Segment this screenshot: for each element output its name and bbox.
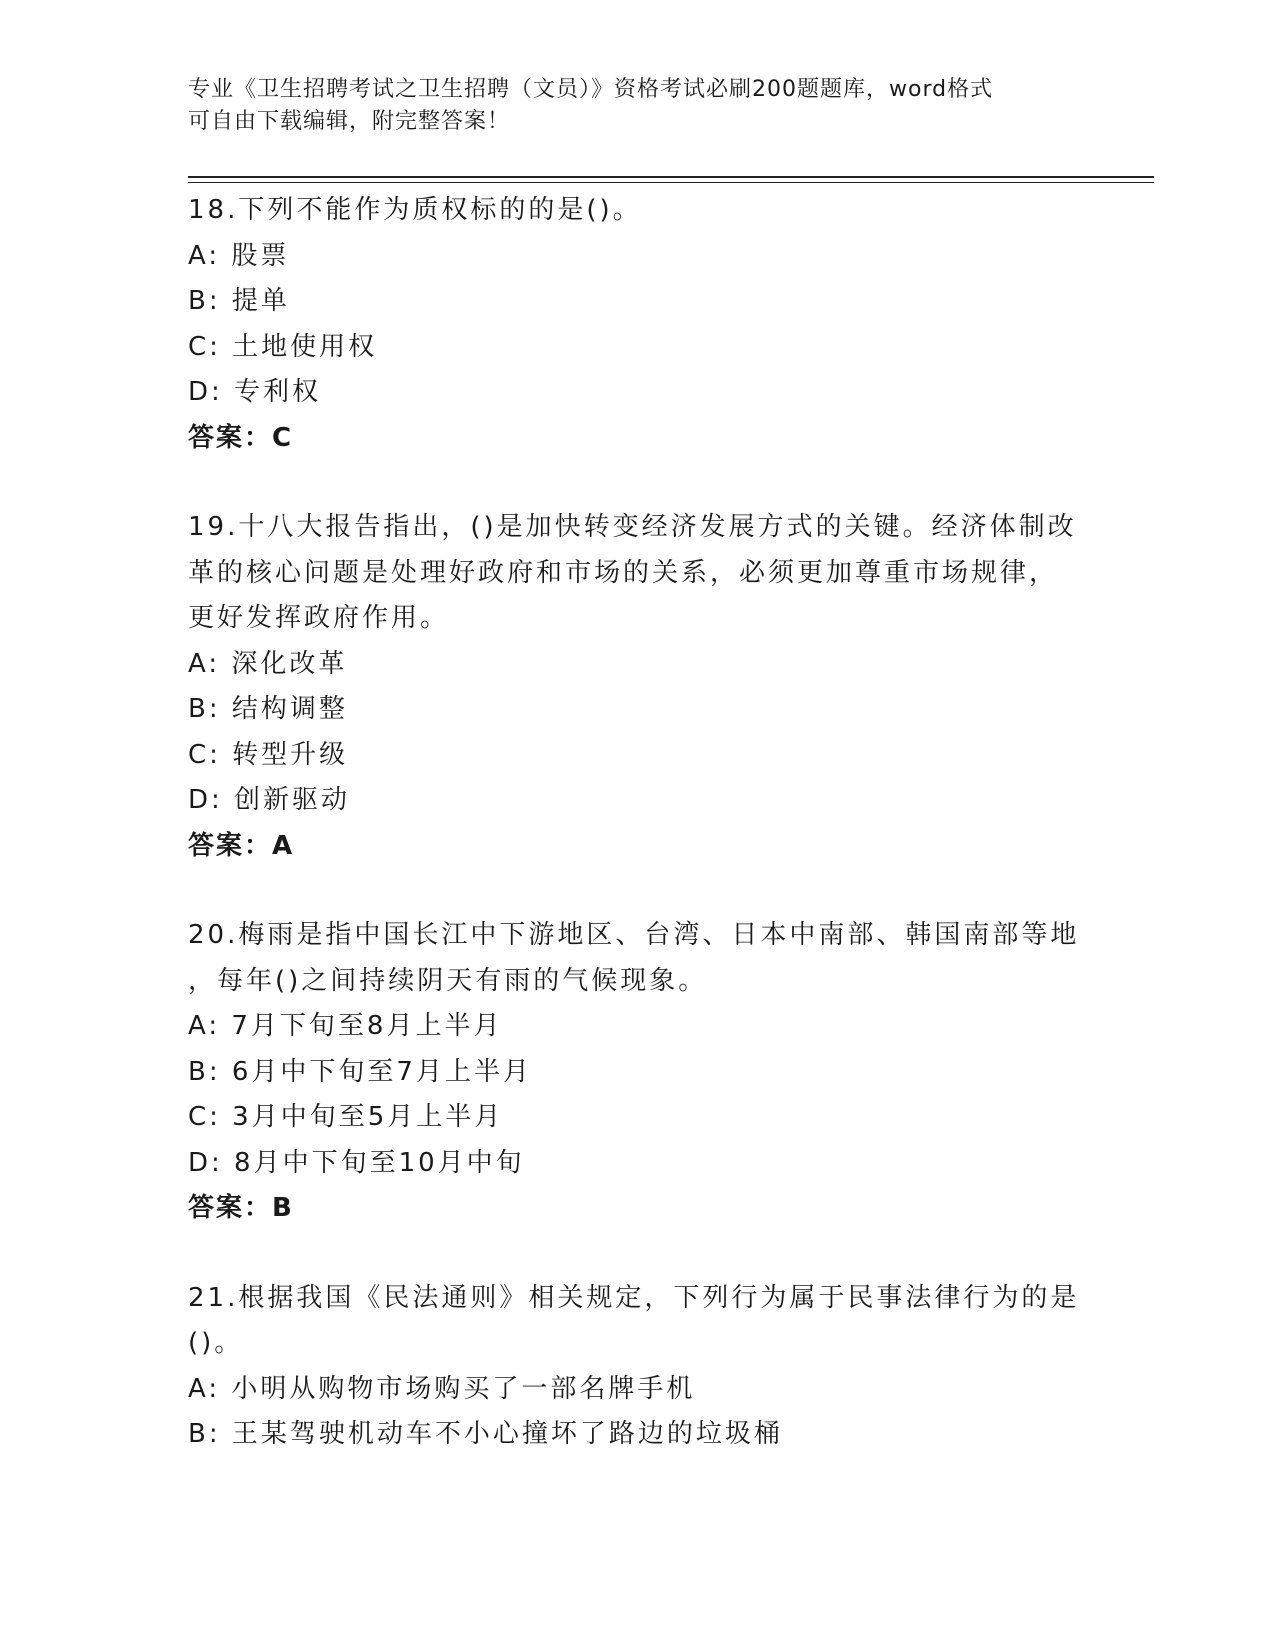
document-header bbox=[188, 74, 1068, 138]
header-line-1: 专业《卫生招聘考试之卫生招聘（文员）》资格考试必刷200题题库，word格式 bbox=[188, 77, 994, 102]
question-text bbox=[188, 188, 1088, 234]
answer: 答案：A bbox=[188, 830, 295, 861]
answer: 答案：C bbox=[188, 422, 294, 453]
question-line: 19.十八大报告指出，()是加快转变经济发展方式的关键。经济体制改 bbox=[188, 512, 1077, 542]
option-b: B: 结构调整 bbox=[188, 694, 348, 724]
question-text bbox=[188, 1276, 1088, 1367]
option-b: B: 提单 bbox=[188, 286, 290, 316]
option-d: D: 创新驱动 bbox=[188, 785, 351, 815]
question-list bbox=[188, 188, 1088, 1458]
header-divider-thin bbox=[188, 182, 1154, 183]
question-text bbox=[188, 913, 1088, 1004]
option-c: C: 3月中旬至5月上半月 bbox=[188, 1102, 504, 1132]
question-21 bbox=[188, 1276, 1088, 1458]
question-line: 21.根据我国《民法通则》相关规定，下列行为属于民事法律行为的是 bbox=[188, 1282, 1080, 1313]
question-20 bbox=[188, 913, 1088, 1232]
question-line: ，每年()之间持续阴天有雨的气候现象。 bbox=[188, 965, 708, 996]
question-18 bbox=[188, 188, 1088, 461]
header-divider-thick bbox=[188, 176, 1154, 178]
option-c: C: 土地使用权 bbox=[188, 331, 378, 362]
option-b: B: 王某驾驶机动车不小心撞坏了路边的垃圾桶 bbox=[188, 1419, 783, 1449]
option-a: A: 7月下旬至8月上半月 bbox=[188, 1011, 503, 1041]
question-line: 20.梅雨是指中国长江中下游地区、台湾、日本中南部、韩国南部等地 bbox=[188, 920, 1080, 950]
question-spacer bbox=[188, 461, 1088, 505]
option-d: D: 专利权 bbox=[188, 377, 322, 407]
question-line: 18.下列不能作为质权标的的是()。 bbox=[188, 195, 642, 225]
option-d: D: 8月中下旬至10月中旬 bbox=[188, 1147, 525, 1178]
option-c: C: 转型升级 bbox=[188, 739, 349, 770]
option-a: A: 小明从购物市场购买了一部名牌手机 bbox=[188, 1373, 696, 1404]
question-line: ()。 bbox=[188, 1328, 244, 1358]
option-b: B: 6月中下旬至7月上半月 bbox=[188, 1056, 532, 1087]
header-line-2: 可自由下载编辑，附完整答案！ bbox=[188, 109, 511, 134]
option-a: A: 深化改革 bbox=[188, 648, 348, 679]
question-19 bbox=[188, 505, 1088, 869]
question-line: 更好发挥政府作用。 bbox=[188, 603, 450, 633]
question-spacer bbox=[188, 1232, 1088, 1276]
question-spacer bbox=[188, 869, 1088, 913]
answer: 答案：B bbox=[188, 1193, 294, 1223]
question-line: 革的核心问题是处理好政府和市场的关系，必须更加尊重市场规律， bbox=[188, 557, 1059, 588]
question-text bbox=[188, 505, 1088, 642]
option-a: A: 股票 bbox=[188, 240, 290, 271]
